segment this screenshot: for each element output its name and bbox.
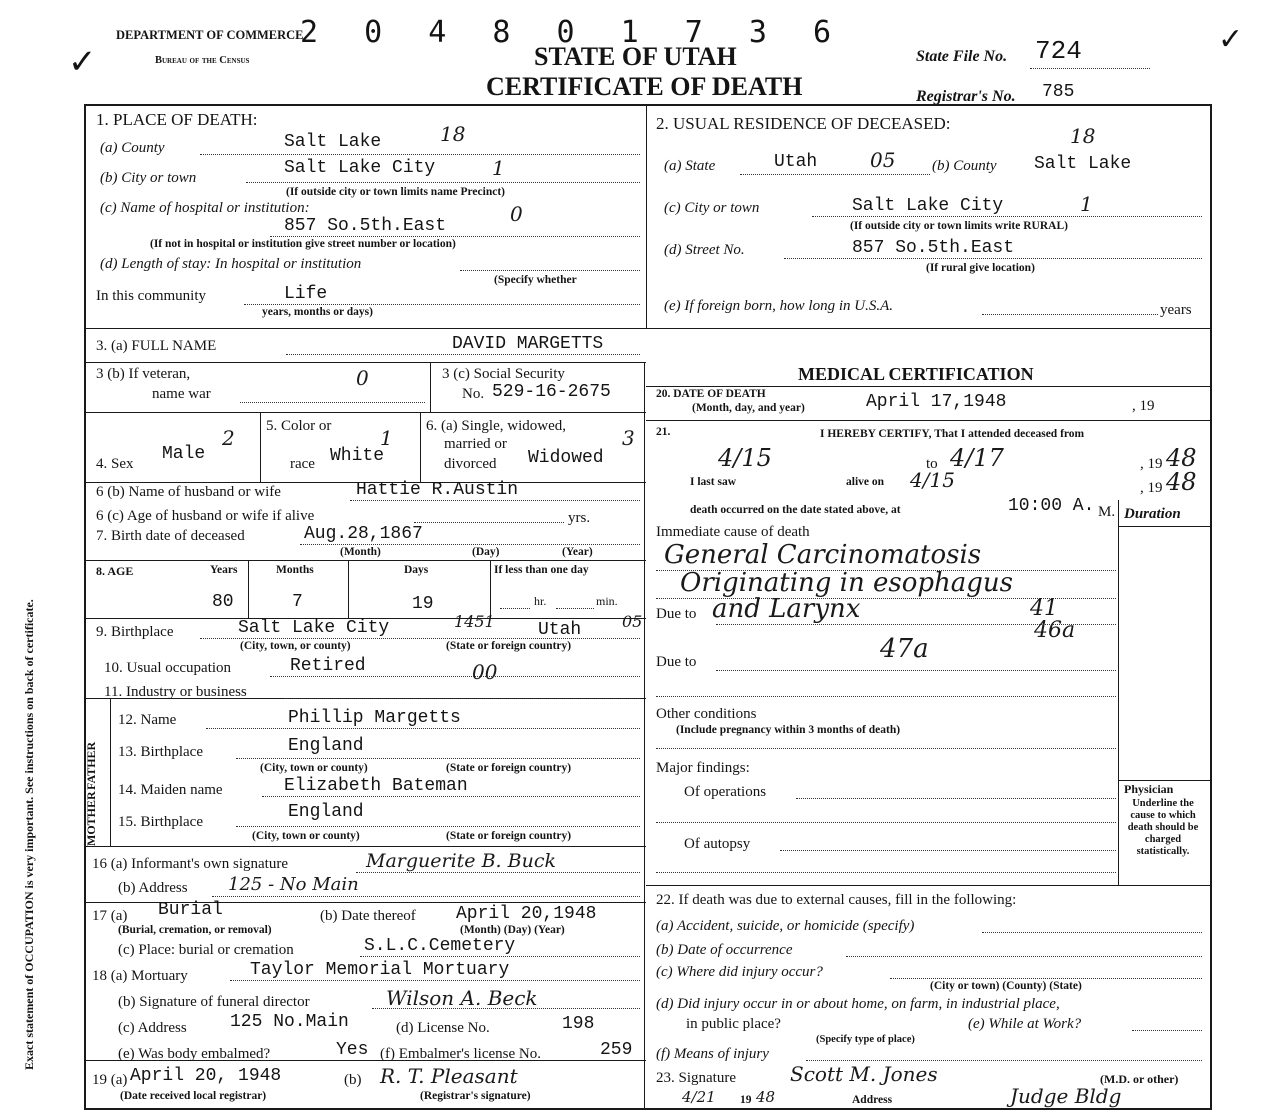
res-street-value: 857 So.5th.East xyxy=(852,238,1015,258)
birthplace-city-hint: (City, town, or county) xyxy=(240,640,351,652)
signature-date: 4/21 xyxy=(682,1088,716,1106)
occurred-label: death occurred on the date stated above, at xyxy=(690,504,901,516)
res-county-value: Salt Lake xyxy=(1034,154,1132,174)
pod-city-value: Salt Lake City xyxy=(284,158,436,178)
mother-tag: MOTHER xyxy=(84,791,98,846)
ss-label2: No. xyxy=(462,386,485,402)
birthdate-label: 7. Birth date of deceased xyxy=(96,528,245,544)
attend-to-label: to xyxy=(926,456,938,472)
pod-city-label: (b) City or town xyxy=(100,170,197,186)
res-county-label: (b) County xyxy=(932,158,997,174)
physician-title: Physician xyxy=(1124,782,1174,796)
informant-address-value: 125 - No Main xyxy=(228,874,359,895)
immediate-label: Immediate cause of death xyxy=(656,524,810,540)
side-note: Exact statement of OCCUPATION is very important. See instructions on back of certificate. xyxy=(22,599,36,1070)
director-label: (b) Signature of funeral director xyxy=(118,994,310,1010)
veteran-label2: name war xyxy=(152,386,211,402)
mother-birthplace-value: England xyxy=(288,802,364,822)
external-d-label: (d) Did injury occur in or about home, on farm, in industrial place, xyxy=(656,996,1060,1012)
birthplace-state-hint: (State or foreign country) xyxy=(446,640,572,652)
certify-text: I HEREBY CERTIFY, That I attended deceased from xyxy=(820,428,1085,440)
md-label: (M.D. or other) xyxy=(1100,1072,1179,1086)
external-heading: 22. If death was due to external causes, fill in the following: xyxy=(656,892,1017,908)
dod-value: April 17,1948 xyxy=(866,392,1007,412)
pod-community-note: years, months or days) xyxy=(262,306,373,318)
attend-year-prefix: , 19 xyxy=(1140,456,1163,472)
mortuary-address-label: (c) Address xyxy=(118,1020,187,1036)
pod-hospital-note: (If not in hospital or institution give street number or location) xyxy=(150,238,456,250)
check-mark: ✓ xyxy=(68,44,97,81)
res-city-code: 1 xyxy=(1080,192,1093,216)
birthplace-code2: 05 xyxy=(622,612,643,631)
bureau-label: Bureau of the Census xyxy=(155,55,250,66)
father-birthplace-label: 13. Birthplace xyxy=(118,744,203,760)
fullname-label: 3. (a) FULL NAME xyxy=(96,338,217,354)
other-conditions-label: Other conditions xyxy=(656,706,757,722)
director-signature: Wilson A. Beck xyxy=(386,986,538,1010)
mortuary-address-value: 125 No.Main xyxy=(230,1012,349,1032)
license-value: 198 xyxy=(562,1014,595,1034)
mother-name-label: 14. Maiden name xyxy=(118,782,223,798)
father-state-hint: (State or foreign country) xyxy=(446,762,572,774)
mortuary-label: 18 (a) Mortuary xyxy=(92,968,188,984)
informant-signature: Marguerite B. Buck xyxy=(366,850,556,872)
father-name-value: Phillip Margetts xyxy=(288,708,461,728)
embalmer-value: 259 xyxy=(600,1040,633,1060)
res-state-value: Utah xyxy=(774,152,818,172)
immediate-cause-2: Originating in esophagus xyxy=(680,568,1014,598)
due1-label: Due to xyxy=(656,606,697,622)
sex-code: 2 xyxy=(222,426,235,450)
race-label: race xyxy=(290,456,315,472)
mother-name-value: Elizabeth Bateman xyxy=(284,776,468,796)
department-label: DEPARTMENT OF COMMERCE xyxy=(116,28,304,42)
res-city-label: (c) City or town xyxy=(664,200,760,216)
medical-heading: MEDICAL CERTIFICATION xyxy=(798,364,1034,384)
place-of-death-heading: 1. PLACE OF DEATH: xyxy=(96,110,258,129)
physician-signature: Scott M. Jones xyxy=(790,1062,938,1086)
check-mark-icon: ✓ xyxy=(1218,23,1244,56)
min-label: min. xyxy=(596,594,618,608)
lastsaw-label: I last saw xyxy=(690,476,737,488)
res-foreign-label: (e) If foreign born, how long in U.S.A. xyxy=(664,298,894,314)
external-a-label: (a) Accident, suicide, or homicide (specify) xyxy=(656,918,915,934)
age-years-value: 80 xyxy=(212,592,234,612)
due1-value: and Larynx xyxy=(712,594,861,624)
birthplace-code: 1451 xyxy=(454,612,495,631)
father-name-label: 12. Name xyxy=(118,712,177,728)
industry-label: 11. Industry or business xyxy=(104,684,247,700)
sex-label: 4. Sex xyxy=(96,456,134,472)
spouse-value: Hattie R.Austin xyxy=(356,480,519,500)
veteran-label: 3 (b) If veteran, xyxy=(96,366,191,382)
lastsaw-year: 48 xyxy=(1166,468,1197,496)
age-lessday-header: If less than one day xyxy=(494,564,589,576)
registrar-signature: R. T. Pleasant xyxy=(380,1064,518,1088)
age-days-value: 19 xyxy=(412,594,434,614)
state-title: STATE OF UTAH xyxy=(534,42,737,71)
informant-sig-label: 16 (a) Informant's own signature xyxy=(92,856,288,872)
father-tag: FATHER xyxy=(84,741,98,790)
due1-code: 41 xyxy=(1030,596,1058,621)
occupation-label: 10. Usual occupation xyxy=(104,660,232,676)
operations-label: Of operations xyxy=(684,784,767,800)
certify-number: 21. xyxy=(656,426,671,438)
pod-county-label: (a) County xyxy=(100,140,165,156)
attend-to: 4/17 xyxy=(950,444,1004,472)
color-code: 1 xyxy=(380,426,393,450)
death-time: 10:00 A. xyxy=(1008,496,1095,516)
day-hint: (Day) xyxy=(472,546,500,558)
birthdate-value: Aug.28,1867 xyxy=(304,524,423,544)
external-e-label: (e) While at Work? xyxy=(968,1016,1082,1032)
age-months-header: Months xyxy=(276,564,314,576)
age-years-header: Years xyxy=(210,564,238,576)
external-d-hint: (Specify type of place) xyxy=(816,1034,915,1045)
signature-date-year: 48 xyxy=(756,1088,776,1106)
spouse-age-label: 6 (c) Age of husband or wife if alive xyxy=(96,508,315,524)
burial-date-label: (b) Date thereof xyxy=(320,908,416,924)
burial-place-label: (c) Place: burial or cremation xyxy=(118,942,294,958)
spouse-label: 6 (b) Name of husband or wife xyxy=(96,484,281,500)
duration-label: Duration xyxy=(1124,506,1181,522)
father-birthplace-value: England xyxy=(288,736,364,756)
color-label: 5. Color or xyxy=(266,418,332,434)
registrar-value: 785 xyxy=(1042,82,1075,102)
due2-label: Due to xyxy=(656,654,697,670)
mother-state-hint: (State or foreign country) xyxy=(446,830,572,842)
pod-community-label: In this community xyxy=(96,288,206,304)
lastsaw-year-prefix: , 19 xyxy=(1140,480,1163,496)
dod-label: 20. DATE OF DEATH xyxy=(656,388,766,400)
burial-date-value: April 20,1948 xyxy=(456,904,597,924)
attend-from: 4/15 xyxy=(718,444,772,472)
occupation-value: Retired xyxy=(290,656,366,676)
received-label: 19 (a) xyxy=(92,1072,128,1088)
birthplace-state: Utah xyxy=(538,620,582,640)
pod-city-note: (If outside city or town limits name Precinct) xyxy=(286,186,505,198)
marital-label3: divorced xyxy=(444,456,497,472)
sex-value: Male xyxy=(162,444,206,464)
year-hint: (Year) xyxy=(562,546,593,558)
lastsaw-value: 4/15 xyxy=(910,468,955,492)
state-file-label: State File No. xyxy=(916,48,1008,65)
res-years-label: years xyxy=(1160,302,1192,318)
external-c-hint: (City or town) (County) (State) xyxy=(930,980,1082,992)
veteran-value: 0 xyxy=(356,366,369,390)
burial-value: Burial xyxy=(158,900,223,920)
burial-label: 17 (a) xyxy=(92,908,128,924)
due2-value: 47a xyxy=(880,634,929,664)
yrs-label: yrs. xyxy=(568,510,591,526)
signature-label: 23. Signature xyxy=(656,1070,736,1086)
lastsaw-mid: alive on xyxy=(846,476,885,488)
pod-hospital-value: 857 So.5th.East xyxy=(284,216,447,236)
father-city-hint: (City, town or county) xyxy=(260,762,368,774)
marital-label: 6. (a) Single, widowed, xyxy=(426,418,566,434)
res-state-code: 05 xyxy=(870,148,896,172)
birthplace-city: Salt Lake City xyxy=(238,618,390,638)
stamp-number: 2 0 4 8 0 1 7 3 6 xyxy=(300,15,846,50)
received-hint: (Date received local registrar) xyxy=(120,1090,267,1102)
marital-label2: married or xyxy=(444,436,507,452)
age-days-header: Days xyxy=(404,564,429,576)
mortuary-value: Taylor Memorial Mortuary xyxy=(250,960,510,980)
color-value: White xyxy=(330,446,385,466)
burial-place-value: S.L.C.Cemetery xyxy=(364,936,516,956)
other-conditions-hint: (Include pregnancy within 3 months of death) xyxy=(676,724,901,736)
pod-hospital-label: (c) Name of hospital or institution: xyxy=(100,200,310,216)
embalmed-label: (e) Was body embalmed? xyxy=(118,1046,271,1062)
external-f-label: (f) Means of injury xyxy=(656,1046,769,1062)
mother-city-hint: (City, town or county) xyxy=(252,830,360,842)
residence-heading: 2. USUAL RESIDENCE OF DECEASED: xyxy=(656,114,951,133)
res-state-label: (a) State xyxy=(664,158,716,174)
res-city-value: Salt Lake City xyxy=(852,196,1004,216)
time-m-label: M. xyxy=(1098,504,1116,520)
marital-code: 3 xyxy=(622,426,635,450)
pod-hospital-code: 0 xyxy=(510,202,523,226)
registrar-sig-hint: (Registrar's signature) xyxy=(420,1090,531,1102)
registrar-label: Registrar's No. xyxy=(916,88,1016,105)
hr-label: hr. xyxy=(534,594,547,608)
burial-date-hint: (Month) (Day) (Year) xyxy=(460,924,565,936)
signature-address-value: Judge Bldg xyxy=(1010,1084,1122,1108)
pod-stay-label: (d) Length of stay: In hospital or institution xyxy=(100,256,362,272)
external-c-label: (c) Where did injury occur? xyxy=(656,964,823,980)
res-county-code: 18 xyxy=(1070,124,1096,148)
res-street-label: (d) Street No. xyxy=(664,242,745,258)
pod-community-value: Life xyxy=(284,284,328,304)
birthplace-label: 9. Birthplace xyxy=(96,624,174,640)
pod-city-code: 1 xyxy=(492,156,505,180)
state-file-value: 724 xyxy=(1035,36,1082,66)
signature-date-19: 19 xyxy=(740,1094,752,1106)
embalmed-value: Yes xyxy=(336,1040,369,1060)
ss-label: 3 (c) Social Security xyxy=(442,366,565,382)
dod-hint: (Month, day, and year) xyxy=(692,402,805,414)
received-value: April 20, 1948 xyxy=(130,1066,282,1086)
license-label: (d) License No. xyxy=(396,1020,490,1036)
occupation-code: 00 xyxy=(472,660,498,684)
res-city-note: (If outside city or town limits write RURAL) xyxy=(850,220,1068,232)
pod-county-code: 18 xyxy=(440,122,466,146)
burial-hint: (Burial, cremation, or removal) xyxy=(118,924,272,936)
due1-code2: 46a xyxy=(1034,618,1076,643)
informant-address-label: (b) Address xyxy=(118,880,188,896)
pod-county-value: Salt Lake xyxy=(284,132,382,152)
dod-tail: , 19 xyxy=(1132,398,1155,414)
physician-note: Underline the cause to which death should be charged statistically. xyxy=(1127,798,1199,857)
major-findings-label: Major findings: xyxy=(656,760,750,776)
immediate-cause: General Carcinomatosis xyxy=(664,540,982,570)
autopsy-label: Of autopsy xyxy=(684,836,751,852)
age-label: 8. AGE xyxy=(96,564,134,578)
certificate-title: CERTIFICATE OF DEATH xyxy=(486,72,803,101)
registrar-sig-label: (b) xyxy=(344,1072,362,1088)
res-street-note: (If rural give location) xyxy=(926,262,1035,274)
month-hint: (Month) xyxy=(340,546,381,558)
attend-year: 48 xyxy=(1166,444,1197,472)
external-d-label2: in public place? xyxy=(686,1016,781,1032)
mother-birthplace-label: 15. Birthplace xyxy=(118,814,203,830)
signature-address-label: Address xyxy=(852,1094,893,1106)
pod-specify-note: (Specify whether xyxy=(494,274,577,286)
external-b-label: (b) Date of occurrence xyxy=(656,942,793,958)
ss-value: 529-16-2675 xyxy=(492,382,611,402)
embalmer-label: (f) Embalmer's license No. xyxy=(380,1046,541,1062)
marital-value: Widowed xyxy=(528,448,604,468)
age-months-value: 7 xyxy=(292,592,303,612)
fullname-value: DAVID MARGETTS xyxy=(452,334,604,354)
